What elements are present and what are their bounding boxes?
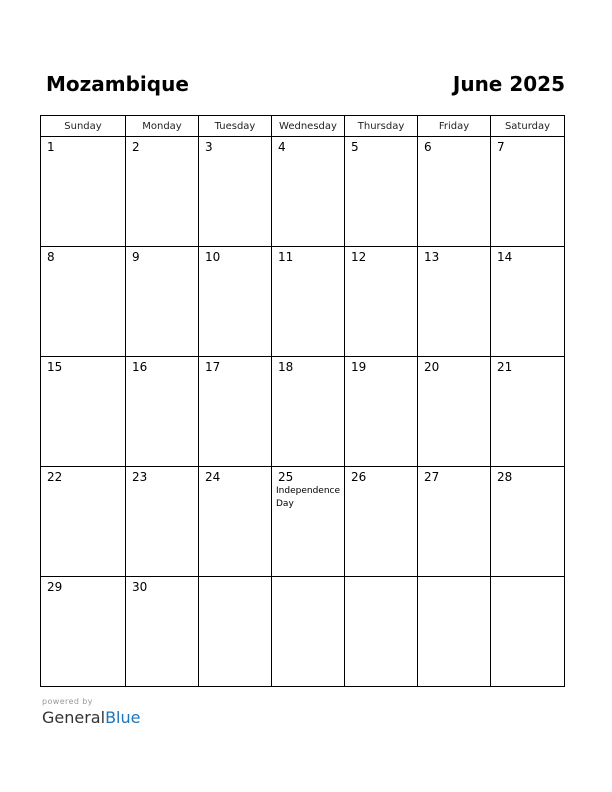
week-row bbox=[41, 577, 565, 687]
day-number: 25 bbox=[278, 470, 294, 484]
day-cell bbox=[126, 137, 199, 247]
day-number bbox=[272, 577, 344, 580]
week-row bbox=[41, 357, 565, 467]
weekday-header-row bbox=[41, 116, 565, 137]
day-cell bbox=[41, 247, 126, 357]
country-title: Mozambique bbox=[46, 72, 189, 96]
day-number: 18 bbox=[278, 360, 294, 374]
day-cell bbox=[345, 247, 418, 357]
day-cell bbox=[41, 137, 126, 247]
weekday-saturday: Saturday bbox=[491, 116, 565, 137]
footer bbox=[42, 697, 140, 728]
day-number: 7 bbox=[497, 140, 505, 154]
day-number: 15 bbox=[47, 360, 63, 374]
day-cell bbox=[272, 467, 345, 577]
day-cell bbox=[418, 577, 491, 687]
day-number: 30 bbox=[132, 580, 148, 594]
day-number: 4 bbox=[278, 140, 286, 154]
day-cell bbox=[418, 357, 491, 467]
weekday-friday: Friday bbox=[418, 116, 491, 137]
day-cell bbox=[199, 577, 272, 687]
day-number: 19 bbox=[351, 360, 367, 374]
weekday-wednesday: Wednesday bbox=[272, 116, 345, 137]
day-number: 16 bbox=[132, 360, 148, 374]
day-cell bbox=[418, 467, 491, 577]
day-number: 6 bbox=[424, 140, 432, 154]
day-cell bbox=[272, 247, 345, 357]
day-cell bbox=[491, 467, 565, 577]
day-cell bbox=[345, 357, 418, 467]
day-cell bbox=[272, 577, 345, 687]
day-cell bbox=[418, 137, 491, 247]
weekday-thursday: Thursday bbox=[345, 116, 418, 137]
day-number: 12 bbox=[351, 250, 367, 264]
day-cell bbox=[345, 577, 418, 687]
brand-general: General bbox=[42, 708, 106, 727]
day-number: 26 bbox=[351, 470, 367, 484]
day-number: 21 bbox=[497, 360, 513, 374]
day-cell bbox=[41, 467, 126, 577]
day-cell bbox=[126, 357, 199, 467]
day-number: 2 bbox=[132, 140, 140, 154]
week-row bbox=[41, 247, 565, 357]
day-cell bbox=[126, 247, 199, 357]
day-cell bbox=[491, 137, 565, 247]
day-cell bbox=[199, 467, 272, 577]
day-cell bbox=[199, 357, 272, 467]
day-cell bbox=[345, 137, 418, 247]
day-number: 5 bbox=[351, 140, 359, 154]
day-number: 22 bbox=[47, 470, 63, 484]
powered-by-text: powered by bbox=[42, 697, 93, 706]
brand-blue: Blue bbox=[105, 708, 141, 727]
day-cell bbox=[491, 357, 565, 467]
calendar-grid bbox=[40, 115, 565, 687]
day-cell bbox=[272, 357, 345, 467]
generalblue-logo bbox=[42, 708, 140, 728]
day-cell bbox=[126, 467, 199, 577]
day-cell bbox=[199, 247, 272, 357]
day-number bbox=[345, 577, 417, 580]
day-cell bbox=[41, 577, 126, 687]
day-number bbox=[418, 577, 490, 580]
day-cell bbox=[491, 577, 565, 687]
weekday-tuesday: Tuesday bbox=[199, 116, 272, 137]
month-year-title: June 2025 bbox=[452, 72, 565, 96]
day-cell bbox=[41, 357, 126, 467]
day-number: 14 bbox=[497, 250, 513, 264]
day-cell bbox=[272, 137, 345, 247]
day-number: 27 bbox=[424, 470, 440, 484]
day-number: 11 bbox=[278, 250, 294, 264]
day-number: 17 bbox=[205, 360, 221, 374]
day-cell bbox=[199, 137, 272, 247]
day-number: 1 bbox=[47, 140, 55, 154]
day-number: 28 bbox=[497, 470, 513, 484]
week-row bbox=[41, 467, 565, 577]
day-number: 3 bbox=[205, 140, 213, 154]
weekday-monday: Monday bbox=[126, 116, 199, 137]
day-number: 8 bbox=[47, 250, 55, 264]
day-cell bbox=[418, 247, 491, 357]
holiday-label: Independence Day bbox=[276, 486, 341, 509]
week-row bbox=[41, 137, 565, 247]
day-number bbox=[199, 577, 271, 580]
day-number: 10 bbox=[205, 250, 221, 264]
weekday-sunday: Sunday bbox=[41, 116, 126, 137]
day-number: 24 bbox=[205, 470, 221, 484]
day-cell bbox=[126, 577, 199, 687]
day-number bbox=[491, 577, 564, 580]
day-cell bbox=[491, 247, 565, 357]
day-number: 29 bbox=[47, 580, 63, 594]
day-number: 13 bbox=[424, 250, 440, 264]
day-number: 23 bbox=[132, 470, 148, 484]
day-number: 20 bbox=[424, 360, 440, 374]
day-number: 9 bbox=[132, 250, 140, 264]
day-cell bbox=[345, 467, 418, 577]
